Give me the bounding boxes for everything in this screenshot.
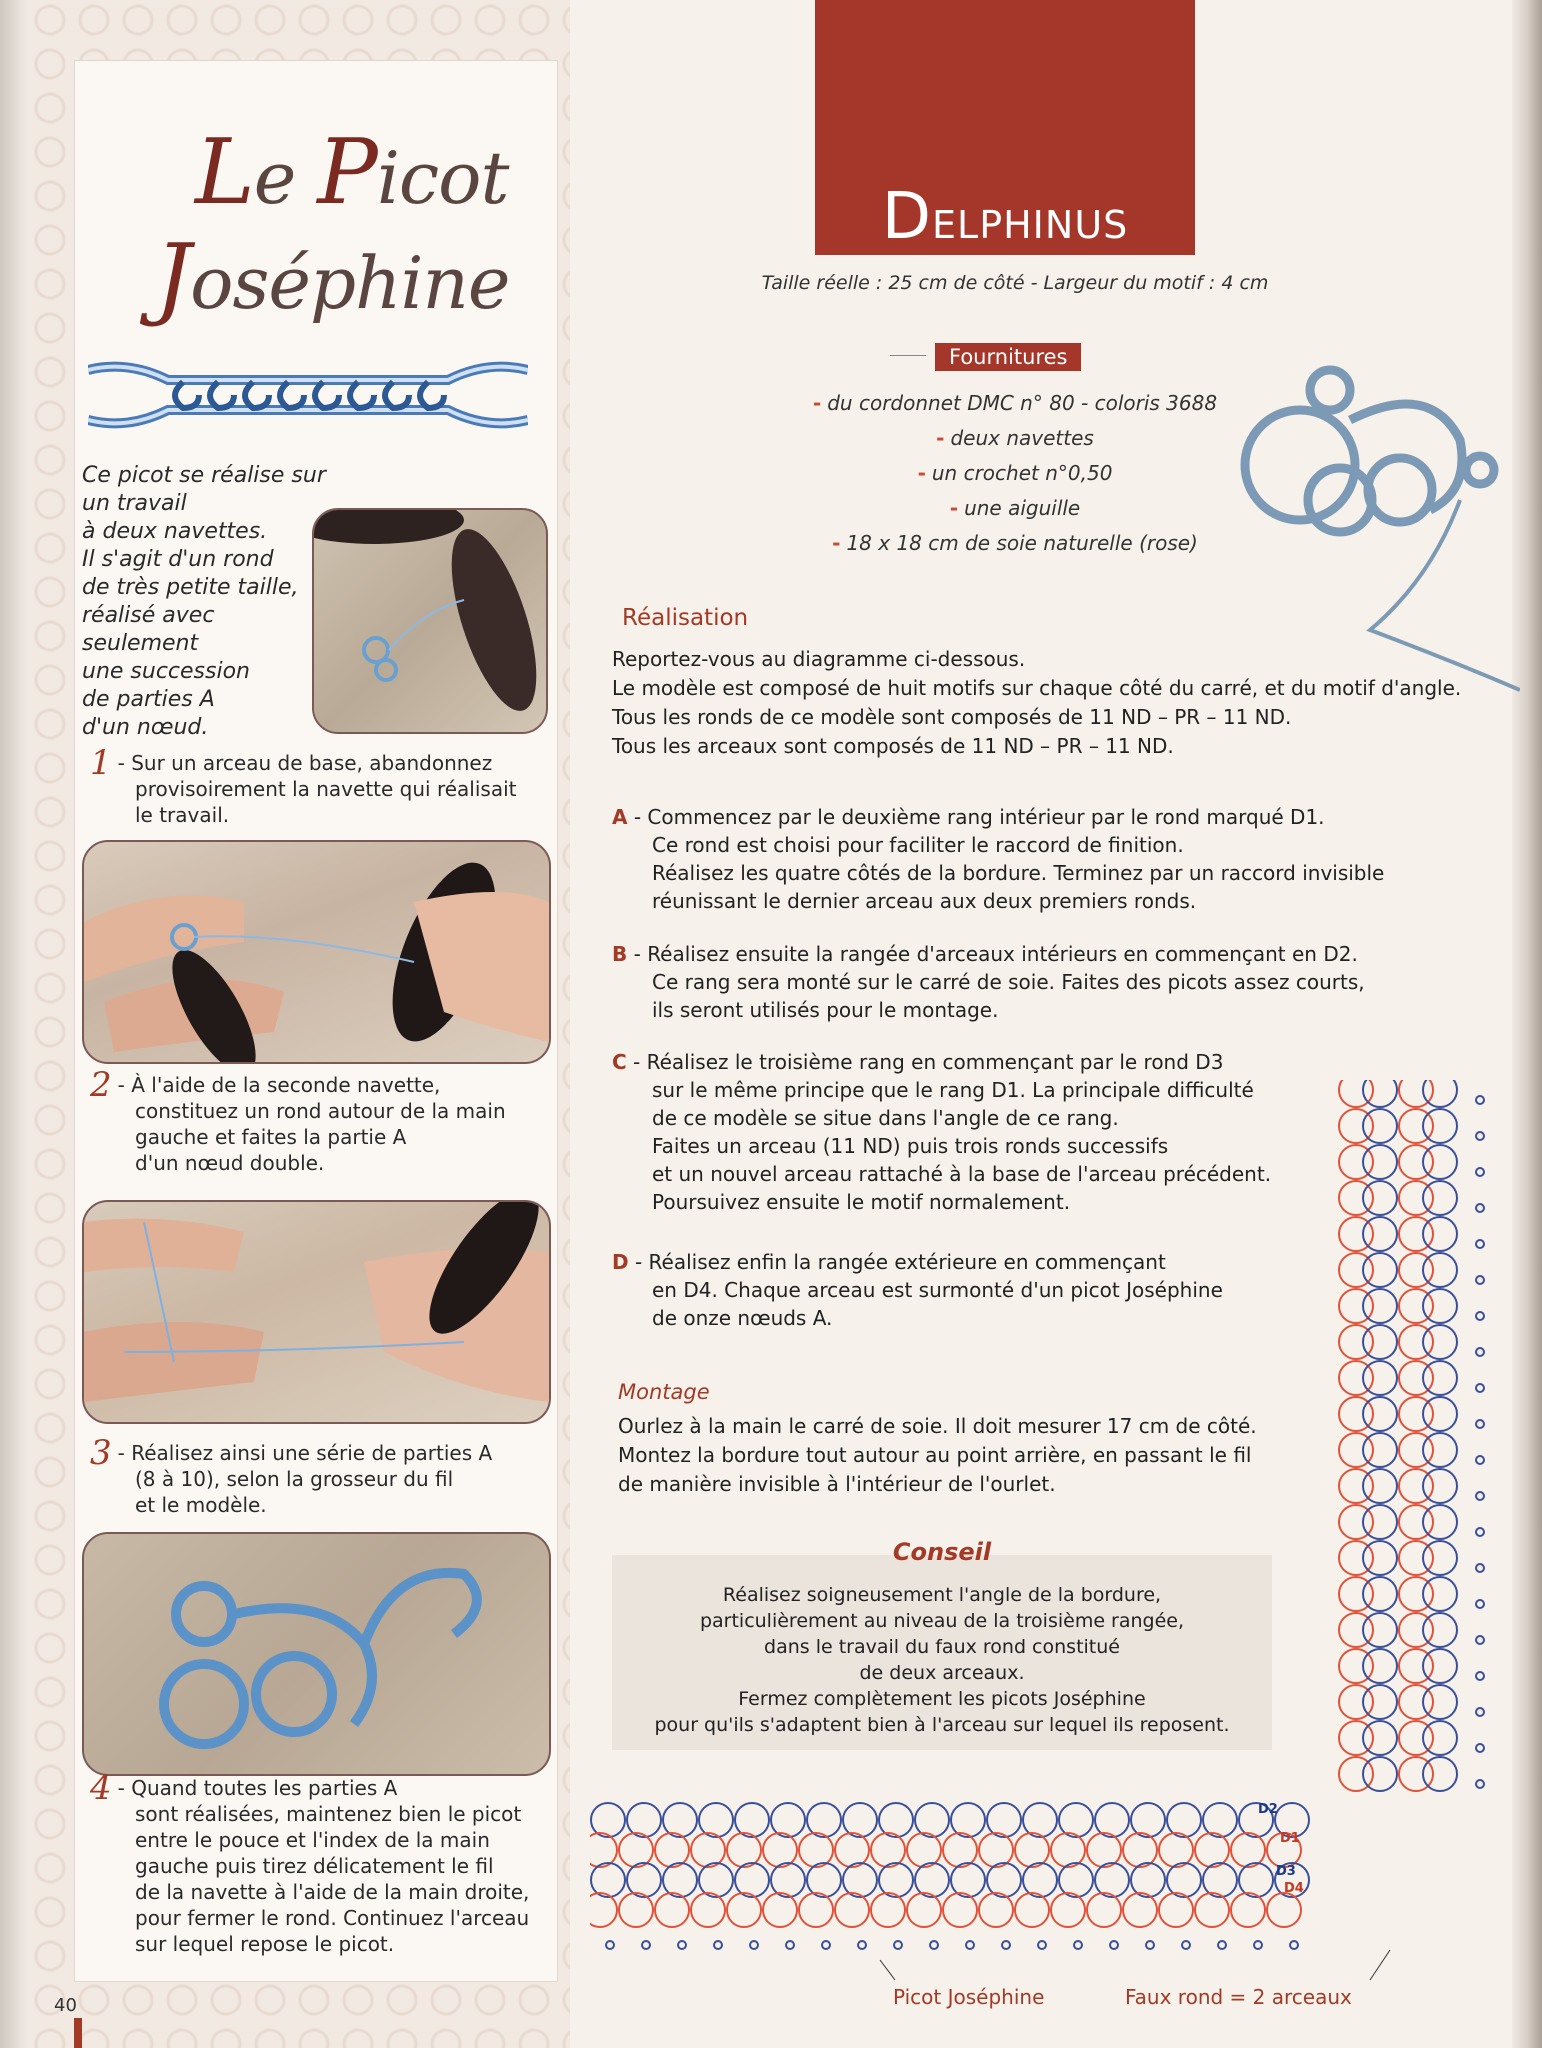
intro-line: Il s'agit d'un rond	[82, 547, 274, 572]
diagram-ring	[590, 1833, 617, 1867]
diagram-ring	[1267, 1893, 1301, 1927]
diagram-ring	[835, 1893, 869, 1927]
diagram-ring	[763, 1893, 797, 1927]
intro-text	[82, 462, 332, 742]
diagram-ring	[1131, 1863, 1165, 1897]
diagram-picot	[1476, 1708, 1484, 1716]
section-line: de onze nœuds A.	[652, 1306, 833, 1330]
diagram-ring	[1363, 1145, 1397, 1179]
diagram-ring	[951, 1863, 985, 1897]
step-number: 4	[90, 1768, 112, 1808]
diagram-picot	[1476, 1492, 1484, 1500]
diagram-ring	[1087, 1893, 1121, 1927]
diagram-ring	[591, 1863, 625, 1897]
diagram-ring	[735, 1803, 769, 1837]
photo-shuttle-tatting	[312, 508, 548, 734]
diagram-picot	[606, 1941, 614, 1949]
diagram-ring	[1363, 1433, 1397, 1467]
title-line2: Joséphine	[155, 225, 510, 330]
realisation-heading: Réalisation	[622, 605, 749, 631]
diagram-ring	[1423, 1541, 1457, 1575]
diagram-picot	[786, 1941, 794, 1949]
diagram-ring	[691, 1833, 725, 1867]
diagram-ring	[627, 1863, 661, 1897]
diagram-ring	[1363, 1325, 1397, 1359]
label-d1: D1	[1280, 1831, 1300, 1846]
diagram-ring	[1363, 1505, 1397, 1539]
diagram-ring	[1195, 1893, 1229, 1927]
diagram-ring	[807, 1863, 841, 1897]
diagram-ring	[691, 1893, 725, 1927]
diagram-picot	[1476, 1348, 1484, 1356]
diagram-ring	[619, 1893, 653, 1927]
diagram-ring	[1203, 1863, 1237, 1897]
diagram-ring	[1051, 1833, 1085, 1867]
conseil-line: Réalisez soigneusement l'angle de la bordure,	[722, 1584, 1162, 1606]
diagram-picot	[1290, 1941, 1298, 1949]
diagram-ring	[1423, 1721, 1457, 1755]
diagram-ring	[1095, 1863, 1129, 1897]
page-number: 40	[54, 1995, 77, 2016]
section-letter: A	[612, 805, 628, 829]
diagram-picot	[1110, 1941, 1118, 1949]
step-line: (8 à 10), selon la grosseur du fil	[135, 1467, 454, 1491]
diagram-ring	[1423, 1649, 1457, 1683]
step-line: Réalisez ainsi une série de parties A	[131, 1441, 493, 1465]
diagram-vertical-border	[1339, 1080, 1484, 1791]
diagram-ring	[655, 1833, 689, 1867]
step-line: À l'aide de la seconde navette,	[131, 1073, 441, 1097]
section-line: Réalisez ensuite la rangée d'arceaux intérieurs en commençant en D2.	[647, 942, 1358, 966]
fournitures-list	[720, 386, 1310, 561]
diagram-ring	[1423, 1433, 1457, 1467]
section-line: et un nouvel arceau rattaché à la base de l'arceau précédent.	[652, 1162, 1272, 1186]
diagram-picot	[1476, 1600, 1484, 1608]
diagram-ring	[979, 1833, 1013, 1867]
diagram-ring	[1423, 1145, 1457, 1179]
diagram-picot	[1476, 1780, 1484, 1788]
diagram-ring	[663, 1863, 697, 1897]
diagram-ring	[1363, 1685, 1397, 1719]
cord-illustration	[88, 350, 528, 440]
diagram-ring	[1131, 1803, 1165, 1837]
diagram-ring	[987, 1863, 1021, 1897]
diagram-ring	[590, 1893, 617, 1927]
caption-picot: Picot Joséphine	[893, 1985, 1045, 2009]
diagram-ring	[1363, 1613, 1397, 1647]
diagram-ring	[627, 1803, 661, 1837]
diagram-ring	[1239, 1863, 1273, 1897]
photo-finished-picot	[82, 1532, 551, 1776]
tatting-diagram	[590, 1080, 1510, 2010]
step-number: 2	[90, 1065, 112, 1105]
diagram-ring	[1123, 1893, 1157, 1927]
diagram-ring	[879, 1863, 913, 1897]
body-line: Tous les ronds de ce modèle sont composés de 11 ND – PR – 11 ND.	[612, 705, 1292, 729]
diagram-horizontal-border	[590, 1803, 1309, 1949]
caption-pointer-left	[880, 1960, 895, 1980]
realisation-intro	[612, 645, 1492, 761]
diagram-ring	[1159, 1893, 1193, 1927]
step-line: le travail.	[135, 803, 230, 827]
section-letter: B	[612, 942, 628, 966]
diagram-ring	[1363, 1541, 1397, 1575]
step-1: 1 - Sur un arceau de base, abandonnez provisoirement la navette qui réalisait le travail.	[90, 750, 530, 828]
diagram-ring	[1087, 1833, 1121, 1867]
step-line: sont réalisées, maintenez bien le picot	[135, 1802, 522, 1826]
caption-pointer-right	[1370, 1950, 1390, 1980]
diagram-picot	[1476, 1528, 1484, 1536]
title-line1: Le Picot	[195, 120, 509, 225]
size-line: Taille réelle : 25 cm de côté - Largeur du motif : 4 cm	[761, 272, 1269, 294]
photo-hands-step2	[82, 1200, 551, 1424]
section-c: C - Réalisez le troisième rang en commençant par le rond D3 sur le même principe que le rang D1. La principale difficulté de ce modèle se situe dans l'angle de ce rang. Faites un arceau (11 ND) puis trois ronds successifs et un nouvel arceau rattaché à la base de l'arceau précédent. Poursuivez ensuite le motif normalement.	[612, 1048, 1442, 1216]
section-line: en D4. Chaque arceau est surmonté d'un picot Joséphine	[652, 1278, 1223, 1302]
diagram-picot	[1476, 1132, 1484, 1140]
diagram-ring	[1363, 1361, 1397, 1395]
diagram-ring	[1363, 1397, 1397, 1431]
diagram-picot	[1146, 1941, 1154, 1949]
body-line: Tous les arceaux sont composés de 11 ND – PR – 11 ND.	[612, 734, 1174, 758]
diagram-ring	[1231, 1833, 1265, 1867]
diagram-ring	[1423, 1685, 1457, 1719]
diagram-picot	[1476, 1276, 1484, 1284]
diagram-picot	[1476, 1636, 1484, 1644]
diagram-ring	[871, 1893, 905, 1927]
section-line: Poursuivez ensuite le motif normalement.	[652, 1190, 1071, 1214]
step-number: 3	[90, 1433, 112, 1473]
page-title: DELPHINUS	[881, 180, 1129, 254]
diagram-ring	[799, 1893, 833, 1927]
step-number: 1	[90, 743, 112, 783]
diagram-ring	[1363, 1217, 1397, 1251]
step-line: gauche puis tirez délicatement le fil	[135, 1854, 494, 1878]
diagram-ring	[799, 1833, 833, 1867]
diagram-ring	[699, 1863, 733, 1897]
diagram-picot	[1476, 1168, 1484, 1176]
diagram-ring	[1423, 1181, 1457, 1215]
label-d3: D3	[1276, 1864, 1296, 1879]
diagram-ring	[871, 1833, 905, 1867]
diagram-picot	[1476, 1240, 1484, 1248]
montage-line: Ourlez à la main le carré de soie. Il doit mesurer 17 cm de côté.	[618, 1414, 1257, 1438]
section-line: ils seront utilisés pour le montage.	[652, 998, 999, 1022]
intro-line: une succession	[82, 659, 250, 684]
intro-line: d'un nœud.	[82, 715, 209, 740]
step-line: Quand toutes les parties A	[131, 1776, 398, 1800]
diagram-ring	[727, 1893, 761, 1927]
diagram-ring	[1423, 1217, 1457, 1251]
diagram-ring	[1363, 1649, 1397, 1683]
diagram-ring	[943, 1833, 977, 1867]
photo-hands-step1	[82, 840, 551, 1064]
diagram-picot	[1476, 1096, 1484, 1104]
diagram-picot	[1476, 1312, 1484, 1320]
diagram-ring	[1203, 1803, 1237, 1837]
section-line: Réalisez le troisième rang en commençant par le rond D3	[646, 1050, 1224, 1074]
diagram-ring	[807, 1803, 841, 1837]
diagram-ring	[1423, 1613, 1457, 1647]
diagram-ring	[1423, 1361, 1457, 1395]
conseil-line: dans le travail du faux rond constitué	[764, 1636, 1120, 1658]
section-line: Ce rond est choisi pour faciliter le raccord de finition.	[652, 833, 1184, 857]
step-2: 2 - À l'aide de la seconde navette, constituez un rond autour de la main gauche et faites la partie A d'un nœud double.	[90, 1072, 530, 1176]
diagram-picot	[1476, 1744, 1484, 1752]
diagram-picot	[1476, 1456, 1484, 1464]
diagram-ring	[1423, 1289, 1457, 1323]
diagram-picot	[1476, 1672, 1484, 1680]
diagram-ring	[663, 1803, 697, 1837]
diagram-ring	[1423, 1253, 1457, 1287]
page-title-rest: ELPHINUS	[932, 203, 1129, 247]
diagram-ring	[1363, 1721, 1397, 1755]
section-line: sur le même principe que le rang D1. La principale difficulté	[652, 1078, 1254, 1102]
diagram-ring	[1123, 1833, 1157, 1867]
diagram-ring	[1423, 1109, 1457, 1143]
intro-line: à deux navettes.	[82, 519, 268, 544]
diagram-ring	[1423, 1757, 1457, 1791]
intro-line: Ce picot se réalise sur un travail	[82, 463, 326, 516]
section-line: Réalisez les quatre côtés de la bordure. Terminez par un raccord invisible	[652, 861, 1385, 885]
fournitures-item: - 18 x 18 cm de soie naturelle (rose)	[832, 531, 1198, 555]
intro-line: de parties A	[82, 687, 215, 712]
diagram-ring	[1023, 1863, 1057, 1897]
fournitures-item: - une aiguille	[949, 496, 1081, 520]
section-letter: C	[612, 1050, 627, 1074]
step-line: gauche et faites la partie A	[135, 1125, 407, 1149]
intro-line: réalisé avec	[82, 603, 215, 628]
step-line: provisoirement la navette qui réalisait	[135, 777, 517, 801]
diagram-ring	[915, 1863, 949, 1897]
diagram-picot	[750, 1941, 758, 1949]
diagram-picot	[1074, 1941, 1082, 1949]
step-line: Sur un arceau de base, abandonnez	[131, 751, 493, 775]
diagram-ring	[699, 1803, 733, 1837]
diagram-ring	[1195, 1833, 1229, 1867]
diagram-ring	[1363, 1469, 1397, 1503]
diagram-ring	[763, 1833, 797, 1867]
diagram-ring	[655, 1893, 689, 1927]
montage-heading: Montage	[618, 1380, 710, 1404]
diagram-ring	[1363, 1253, 1397, 1287]
step-3: 3 - Réalisez ainsi une série de parties A (8 à 10), selon la grosseur du fil et le modèle.	[90, 1440, 530, 1518]
diagram-ring	[951, 1803, 985, 1837]
diagram-ring	[1015, 1893, 1049, 1927]
section-d: D - Réalisez enfin la rangée extérieure en commençant en D4. Chaque arceau est surmonté d'un picot Joséphine de onze nœuds A.	[612, 1248, 1442, 1332]
intro-line: de très petite taille,	[82, 575, 299, 600]
diagram-ring	[1363, 1181, 1397, 1215]
section-letter: D	[612, 1250, 629, 1274]
diagram-ring	[771, 1863, 805, 1897]
diagram-ring	[1423, 1505, 1457, 1539]
diagram-ring	[987, 1803, 1021, 1837]
diagram-picot	[966, 1941, 974, 1949]
diagram-ring	[1423, 1469, 1457, 1503]
diagram-ring	[1231, 1893, 1265, 1927]
diagram-ring	[1167, 1803, 1201, 1837]
diagram-picot	[1038, 1941, 1046, 1949]
fournitures-item: - un crochet n°0,50	[917, 461, 1113, 485]
diagram-ring	[771, 1803, 805, 1837]
diagram-ring	[843, 1863, 877, 1897]
diagram-picot	[1476, 1384, 1484, 1392]
diagram-picot	[1218, 1941, 1226, 1949]
fournitures-item: - du cordonnet DMC n° 80 - coloris 3688	[812, 391, 1218, 415]
divider	[890, 355, 926, 356]
montage-line: de manière invisible à l'intérieur de l'ourlet.	[618, 1472, 1056, 1496]
diagram-ring	[1023, 1803, 1057, 1837]
label-d4: D4	[1284, 1881, 1304, 1896]
diagram-ring	[727, 1833, 761, 1867]
diagram-ring	[1015, 1833, 1049, 1867]
diagram-picot	[894, 1941, 902, 1949]
diagram-ring	[1423, 1397, 1457, 1431]
step-4: 4 - Quand toutes les parties A sont réalisées, maintenez bien le picot entre le pouce et l'index de la main gauche puis tirez délicatement le fil de la navette à l'aide de la main droite, pour fermer le rond. Continuez l'arceau sur lequel repose le picot.	[90, 1768, 530, 1956]
page-edge	[1512, 0, 1542, 2048]
montage-line: Montez la bordure tout autour au point arrière, en passant le fil	[618, 1443, 1252, 1467]
diagram-picot	[1476, 1564, 1484, 1572]
diagram-ring	[1363, 1577, 1397, 1611]
diagram-ring	[1059, 1863, 1093, 1897]
section-line: Réalisez enfin la rangée extérieure en commençant	[648, 1250, 1166, 1274]
diagram-ring	[979, 1893, 1013, 1927]
intro-line: seulement	[82, 631, 199, 656]
diagram-ring	[1095, 1803, 1129, 1837]
diagram-picot	[858, 1941, 866, 1949]
diagram-ring	[1423, 1080, 1457, 1107]
section-b: B - Réalisez ensuite la rangée d'arceaux intérieurs en commençant en D2. Ce rang sera monté sur le carré de soie. Faites des picots assez courts, ils seront utilisés pour le montage.	[612, 940, 1442, 1024]
diagram-ring	[907, 1833, 941, 1867]
diagram-ring	[591, 1803, 625, 1837]
fournitures-label: Fournitures	[935, 343, 1081, 371]
diagram-picot	[1254, 1941, 1262, 1949]
diagram-ring	[735, 1863, 769, 1897]
section-line: Ce rang sera monté sur le carré de soie. Faites des picots assez courts,	[652, 970, 1365, 994]
section-line: réunissant le dernier arceau aux deux premiers ronds.	[652, 889, 1197, 913]
label-d2: D2	[1258, 1802, 1278, 1817]
diagram-picot	[930, 1941, 938, 1949]
fournitures-item: - deux navettes	[936, 426, 1094, 450]
section-line: Faites un arceau (11 ND) puis trois ronds successifs	[652, 1134, 1169, 1158]
diagram-ring	[1363, 1757, 1397, 1791]
diagram-picot	[1002, 1941, 1010, 1949]
conseil-heading: Conseil	[892, 1538, 992, 1566]
step-line: constituez un rond autour de la main	[135, 1099, 506, 1123]
step-line: d'un nœud double.	[135, 1151, 325, 1175]
diagram-picot	[822, 1941, 830, 1949]
section-line: Commencez par le deuxième rang intérieur par le rond marqué D1.	[647, 805, 1325, 829]
conseil-line: Fermez complètement les picots Joséphine	[738, 1688, 1146, 1710]
diagram-picot	[1476, 1204, 1484, 1212]
diagram-picot	[1182, 1941, 1190, 1949]
diagram-ring	[1167, 1863, 1201, 1897]
diagram-ring	[943, 1893, 977, 1927]
diagram-picot	[714, 1941, 722, 1949]
body-line: Le modèle est composé de huit motifs sur chaque côté du carré, et du motif d'angle.	[612, 676, 1462, 700]
diagram-ring	[1159, 1833, 1193, 1867]
diagram-picot	[642, 1941, 650, 1949]
step-line: et le modèle.	[135, 1493, 267, 1517]
conseil-line: pour qu'ils s'adaptent bien à l'arceau sur lequel ils reposent.	[654, 1714, 1230, 1736]
step-line: pour fermer le rond. Continuez l'arceau	[135, 1906, 530, 1930]
diagram-ring	[1363, 1109, 1397, 1143]
diagram-ring	[835, 1833, 869, 1867]
diagram-ring	[619, 1833, 653, 1867]
diagram-ring	[1051, 1893, 1085, 1927]
diagram-ring	[1363, 1080, 1397, 1107]
section-line: de ce modèle se situe dans l'angle de ce rang.	[652, 1106, 1119, 1130]
diagram-picot	[678, 1941, 686, 1949]
step-line: sur lequel repose le picot.	[135, 1932, 395, 1956]
step-line: de la navette à l'aide de la main droite,	[135, 1880, 530, 1904]
diagram-ring	[907, 1893, 941, 1927]
diagram-ring	[1423, 1325, 1457, 1359]
step-line: entre le pouce et l'index de la main	[135, 1828, 490, 1852]
diagram-ring	[1423, 1577, 1457, 1611]
section-a: A - Commencez par le deuxième rang intérieur par le rond marqué D1. Ce rond est choisi pour faciliter le raccord de finition. Réalisez les quatre côtés de la bordure. Terminez par un raccord invisible réunissant le dernier arceau aux deux premiers ronds.	[612, 803, 1442, 915]
diagram-ring	[843, 1803, 877, 1837]
caption-faux-rond: Faux rond = 2 arceaux	[1125, 1985, 1352, 2009]
diagram-ring	[915, 1803, 949, 1837]
body-line: Reportez-vous au diagramme ci-dessous.	[612, 647, 1026, 671]
diagram-ring	[879, 1803, 913, 1837]
diagram-ring	[1059, 1803, 1093, 1837]
conseil-line: de deux arceaux.	[859, 1662, 1025, 1684]
diagram-ring	[1363, 1289, 1397, 1323]
conseil-line: particulièrement au niveau de la troisième rangée,	[699, 1610, 1185, 1632]
diagram-picot	[1476, 1420, 1484, 1428]
page-marker	[74, 2018, 82, 2048]
